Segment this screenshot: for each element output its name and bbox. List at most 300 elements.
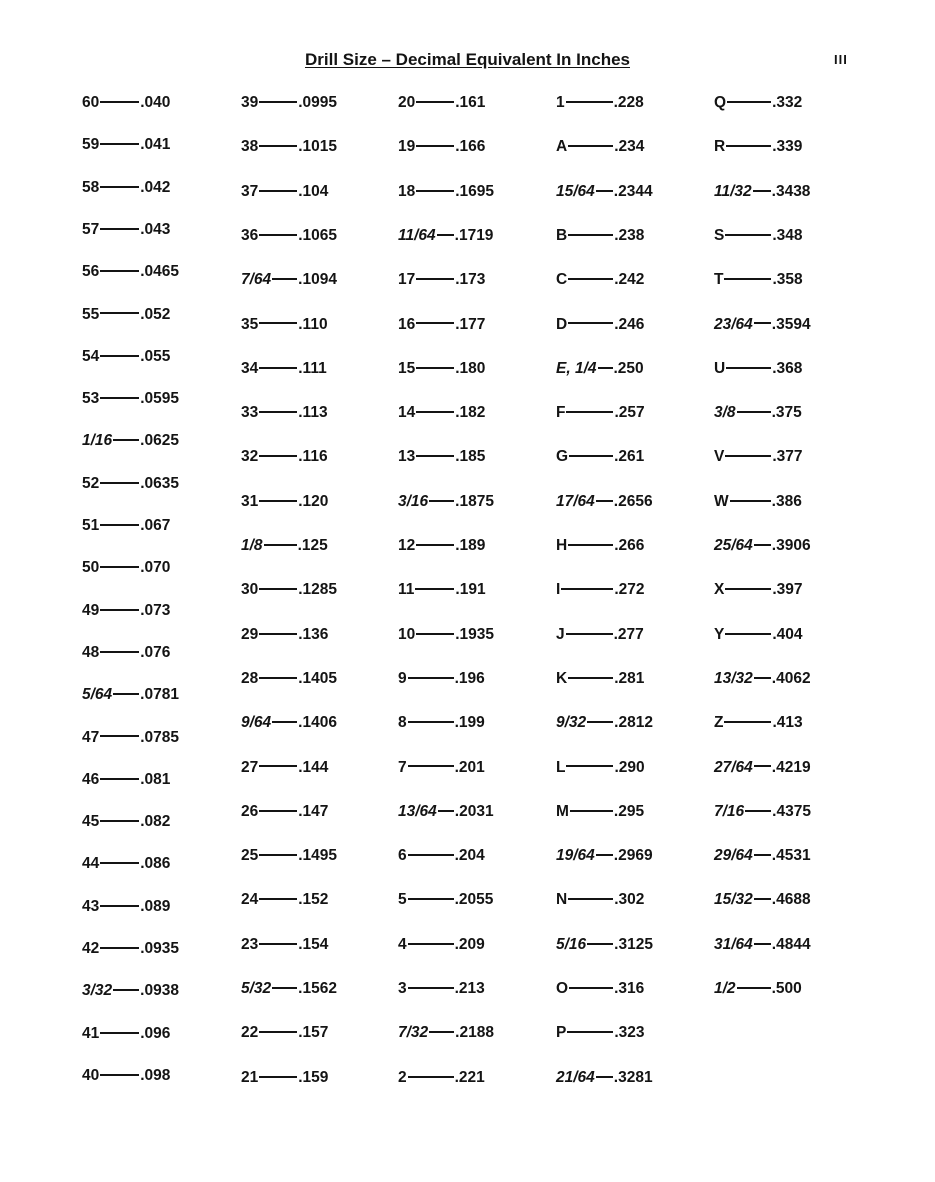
drill-size-label: 6 [398, 847, 407, 865]
decimal-value: .266 [614, 537, 645, 554]
drill-size-entry [714, 759, 811, 777]
drill-size-label: 56 [82, 263, 100, 281]
drill-size-entry [556, 94, 644, 112]
decimal-value: .1406 [298, 714, 337, 732]
drill-size-entry [556, 227, 644, 245]
leader-dash [100, 1074, 139, 1076]
drill-size-entry [82, 221, 170, 239]
decimal-value: .166 [455, 138, 486, 156]
drill-size-entry [82, 94, 170, 112]
drill-size-entry [556, 138, 644, 156]
leader-dash [408, 765, 454, 767]
decimal-value: .332 [772, 94, 803, 111]
leader-dash [259, 500, 297, 502]
drill-size-label: 49 [82, 601, 100, 619]
decimal-value: .055 [140, 347, 171, 365]
drill-size-label: 1 [556, 94, 565, 111]
drill-size-label: 14 [398, 404, 416, 422]
leader-dash [753, 190, 771, 192]
decimal-value: .2969 [613, 847, 653, 865]
drill-size-label: 13 [398, 448, 416, 466]
drill-size-label: 3/16 [398, 492, 429, 510]
drill-size-label: 7/16 [714, 802, 745, 820]
decimal-value: .177 [455, 315, 486, 333]
drill-size-entry [398, 271, 485, 289]
leader-dash [568, 322, 613, 324]
drill-size-label: 11/64 [398, 226, 436, 244]
leader-dash [567, 1031, 613, 1033]
drill-size-entry [398, 404, 485, 422]
leader-dash [259, 898, 297, 900]
leader-dash [259, 943, 297, 945]
drill-size-label: 1/2 [714, 980, 736, 997]
decimal-value: .201 [454, 758, 485, 776]
leader-dash [100, 566, 139, 568]
drill-size-entry [556, 448, 644, 466]
drill-size-entry [82, 306, 170, 324]
drill-size-label: 52 [82, 474, 100, 492]
decimal-value: .4062 [771, 669, 811, 687]
leader-dash [259, 633, 297, 635]
decimal-value: .136 [298, 625, 329, 643]
drill-size-label: 9 [398, 669, 407, 687]
leader-dash [596, 854, 613, 856]
drill-size-label: E, 1/4 [556, 359, 597, 377]
decimal-value: .234 [614, 138, 645, 156]
leader-dash [754, 943, 771, 945]
leader-dash [724, 721, 771, 723]
decimal-value: .111 [298, 359, 327, 377]
drill-size-label: 17 [398, 271, 416, 289]
leader-dash [568, 898, 613, 900]
decimal-value: .104 [298, 182, 329, 200]
drill-size-entry [398, 537, 485, 555]
drill-size-entry [82, 263, 179, 281]
leader-dash [100, 609, 139, 611]
drill-size-entry [82, 771, 170, 789]
leader-dash [416, 322, 454, 324]
drill-size-entry [714, 626, 803, 644]
drill-size-entry [556, 1069, 653, 1087]
drill-size-label: 3/8 [714, 404, 736, 422]
leader-dash [272, 721, 297, 723]
drill-size-entry [714, 670, 811, 688]
decimal-value: .1935 [455, 625, 495, 643]
leader-dash [416, 633, 454, 635]
drill-size-label: 20 [398, 94, 416, 111]
drill-size-label: 11/32 [714, 182, 752, 200]
leader-dash [724, 278, 771, 280]
drill-size-entry [556, 183, 653, 201]
decimal-value: .204 [454, 847, 485, 865]
drill-size-entry [556, 759, 645, 777]
leader-dash [100, 270, 139, 272]
decimal-value: .113 [298, 404, 328, 422]
decimal-value: .189 [455, 537, 486, 554]
decimal-value: .0635 [140, 474, 180, 492]
leader-dash [754, 898, 771, 900]
drill-size-label: 54 [82, 347, 100, 365]
drill-size-label: 19/64 [556, 847, 595, 865]
leader-dash [725, 455, 771, 457]
drill-size-entry [714, 581, 803, 599]
drill-size-entry [241, 1069, 328, 1087]
drill-size-label: 19 [398, 138, 416, 156]
decimal-value: .2812 [614, 714, 653, 732]
leader-dash [259, 854, 297, 856]
drill-size-entry [398, 980, 485, 998]
drill-size-label: 1/16 [82, 432, 113, 450]
drill-size-entry [241, 936, 328, 954]
drill-size-label: A [556, 138, 568, 156]
decimal-value: .377 [772, 448, 803, 466]
drill-size-label: U [714, 359, 726, 377]
decimal-value: .2055 [454, 891, 494, 909]
page-title: Drill Size – Decimal Equivalent In Inches [304, 50, 630, 69]
drill-size-entry [241, 227, 337, 245]
drill-size-entry [556, 360, 644, 378]
drill-size-entry [82, 432, 179, 450]
drill-size-entry [241, 404, 328, 422]
drill-size-label: N [556, 891, 568, 909]
drill-size-entry [398, 714, 485, 732]
drill-size-label: 44 [82, 855, 100, 873]
decimal-value: .3594 [771, 315, 811, 333]
drill-size-entry [556, 271, 644, 289]
drill-size-label: 53 [82, 390, 100, 408]
drill-size-label: 15/32 [714, 891, 753, 909]
drill-size-entry [82, 729, 179, 747]
leader-dash [259, 411, 297, 413]
decimal-value: .147 [298, 802, 329, 820]
drill-size-label: 23 [241, 935, 259, 953]
decimal-value: .040 [140, 94, 171, 111]
drill-size-entry [714, 227, 803, 245]
decimal-value: .199 [454, 714, 485, 732]
decimal-value: .348 [772, 226, 803, 244]
drill-size-label: 51 [82, 517, 100, 534]
leader-dash [569, 987, 613, 989]
decimal-value: .052 [140, 305, 171, 323]
decimal-value: .0625 [140, 432, 179, 450]
drill-size-entry [556, 803, 644, 821]
drill-size-label: 9/64 [241, 714, 272, 732]
decimal-value: .0595 [140, 390, 180, 408]
leader-dash [416, 455, 454, 457]
decimal-value: .375 [771, 404, 802, 422]
decimal-value: .242 [614, 271, 645, 289]
drill-size-label: R [714, 138, 726, 156]
leader-dash [416, 278, 454, 280]
leader-dash [100, 651, 139, 653]
decimal-value: .4844 [771, 935, 811, 953]
drill-size-entry [82, 940, 179, 958]
leader-dash [416, 101, 454, 103]
drill-size-entry [398, 94, 485, 112]
drill-size-label: 32 [241, 448, 259, 466]
decimal-value: .082 [140, 813, 171, 831]
leader-dash [259, 588, 297, 590]
decimal-value: .173 [455, 271, 486, 289]
leader-dash [745, 810, 771, 812]
decimal-value: .073 [140, 601, 171, 619]
drill-size-entry [714, 891, 811, 909]
leader-dash [408, 987, 454, 989]
drill-size-label: P [556, 1024, 567, 1042]
drill-size-label: 11 [398, 581, 415, 599]
drill-size-label: K [556, 669, 568, 687]
drill-size-label: 21 [241, 1068, 259, 1086]
decimal-value: .125 [297, 537, 328, 554]
drill-size-label: 22 [241, 1024, 259, 1042]
drill-size-label: 1/8 [241, 537, 263, 554]
drill-size-label: Y [714, 625, 725, 643]
drill-size-label: 7/32 [398, 1024, 429, 1042]
drill-size-entry [241, 581, 337, 599]
leader-dash [727, 101, 771, 103]
drill-size-label: 16 [398, 315, 416, 333]
drill-size-label: 23/64 [714, 315, 753, 333]
drill-size-label: 35 [241, 315, 259, 333]
decimal-value: .2031 [454, 802, 494, 820]
decimal-value: .295 [613, 802, 645, 820]
drill-size-label: 33 [241, 404, 259, 422]
drill-size-entry [82, 686, 179, 704]
leader-dash [568, 278, 613, 280]
decimal-value: .180 [455, 359, 486, 377]
leader-dash [100, 524, 139, 526]
decimal-value: .246 [614, 315, 645, 333]
leader-dash [259, 1076, 297, 1078]
decimal-value: .3125 [614, 935, 653, 953]
drill-size-entry [398, 1024, 494, 1042]
decimal-value: .228 [613, 94, 644, 111]
leader-dash [568, 544, 613, 546]
decimal-value: .290 [614, 758, 645, 776]
drill-size-entry [398, 891, 493, 909]
decimal-value: .209 [454, 935, 485, 953]
decimal-value: .238 [614, 226, 645, 244]
drill-size-entry [714, 980, 802, 998]
decimal-value: .110 [298, 315, 328, 333]
decimal-value: .1285 [298, 581, 338, 599]
decimal-value: .386 [771, 492, 802, 510]
decimal-value: .1065 [298, 226, 338, 244]
drill-size-entry [82, 390, 179, 408]
leader-dash [100, 143, 139, 145]
decimal-value: .1094 [298, 271, 337, 289]
decimal-value: .272 [614, 581, 645, 599]
leader-dash [264, 544, 297, 546]
drill-size-label: C [556, 271, 568, 289]
drill-size-label: 29 [241, 625, 259, 643]
drill-size-label: O [556, 980, 569, 997]
decimal-value: .1875 [455, 492, 494, 510]
decimal-value: .182 [455, 404, 486, 422]
leader-dash [259, 367, 297, 369]
drill-size-entry [241, 891, 328, 909]
drill-size-label: 18 [398, 182, 416, 200]
drill-size-entry [714, 94, 802, 112]
drill-size-label: 34 [241, 359, 259, 377]
drill-size-entry [398, 1069, 485, 1087]
drill-size-label: 25 [241, 847, 259, 865]
drill-size-entry [241, 1024, 328, 1042]
leader-dash [568, 145, 613, 147]
leader-dash [113, 989, 139, 991]
drill-size-entry [714, 316, 811, 334]
drill-size-entry [398, 847, 485, 865]
drill-size-label: 7/64 [241, 271, 272, 289]
decimal-value: .302 [614, 891, 645, 909]
decimal-value: .0935 [140, 940, 180, 957]
drill-size-entry [82, 898, 170, 916]
decimal-value: .159 [298, 1068, 329, 1086]
drill-size-label: 55 [82, 305, 100, 323]
leader-dash [408, 943, 454, 945]
leader-dash [568, 234, 613, 236]
decimal-value: .154 [298, 935, 329, 953]
drill-size-label: 47 [82, 728, 100, 746]
drill-size-entry [82, 602, 170, 620]
drill-size-entry [82, 644, 170, 662]
drill-size-label: 26 [241, 802, 259, 820]
leader-dash [113, 693, 139, 695]
leader-dash [754, 677, 771, 679]
drill-size-entry [241, 537, 328, 555]
decimal-value: .4688 [771, 891, 811, 909]
drill-size-entry [241, 626, 328, 644]
decimal-value: .281 [614, 669, 645, 687]
drill-size-entry [398, 936, 485, 954]
decimal-value: .144 [298, 758, 329, 776]
drill-size-label: 37 [241, 182, 259, 200]
decimal-value: .500 [771, 980, 802, 997]
leader-dash [100, 947, 139, 949]
drill-size-label: L [556, 758, 566, 776]
leader-dash [100, 862, 139, 864]
drill-size-label: 5/64 [82, 686, 113, 704]
decimal-value: .250 [613, 359, 644, 377]
decimal-value: .339 [772, 138, 803, 156]
drill-size-entry [398, 581, 486, 599]
page-number: III [834, 52, 848, 67]
drill-size-entry [241, 271, 337, 289]
decimal-value: .185 [455, 448, 486, 466]
leader-dash [100, 312, 139, 314]
drill-size-entry [556, 626, 644, 644]
drill-size-entry [556, 670, 644, 688]
drill-size-label: S [714, 226, 725, 244]
drill-size-label: 17/64 [556, 492, 595, 510]
decimal-value: .358 [772, 271, 803, 289]
drill-size-entry [241, 183, 328, 201]
decimal-value: .1719 [454, 226, 494, 244]
leader-dash [754, 544, 771, 546]
leader-dash [259, 1031, 297, 1033]
drill-size-entry [714, 448, 803, 466]
leader-dash [259, 322, 297, 324]
drill-size-label: X [714, 581, 725, 599]
drill-size-entry [398, 626, 494, 644]
leader-dash [587, 721, 613, 723]
drill-size-label: 48 [82, 643, 100, 661]
drill-size-label: 27 [241, 758, 259, 776]
leader-dash [438, 810, 454, 812]
drill-size-label: I [556, 581, 561, 599]
drill-size-label: M [556, 802, 569, 820]
drill-size-label: J [556, 625, 565, 643]
drill-size-label: V [714, 448, 725, 466]
leader-dash [259, 455, 297, 457]
drill-size-label: 42 [82, 940, 100, 957]
drill-size-entry [241, 714, 337, 732]
drill-size-entry [241, 360, 327, 378]
drill-size-entry [398, 227, 493, 245]
decimal-value: .368 [772, 359, 803, 377]
drill-size-entry [82, 475, 179, 493]
leader-dash [272, 987, 297, 989]
drill-size-label: F [556, 404, 566, 422]
drill-size-entry [556, 936, 653, 954]
decimal-value: .1015 [298, 138, 338, 156]
drill-size-label: 43 [82, 897, 100, 915]
leader-dash [429, 1031, 454, 1033]
drill-size-label: 13/32 [714, 669, 753, 687]
leader-dash [737, 987, 771, 989]
drill-size-label: 58 [82, 178, 100, 196]
leader-dash [754, 322, 771, 324]
drill-size-label: 50 [82, 559, 100, 577]
drill-size-entry [714, 404, 802, 422]
decimal-value: .070 [140, 559, 171, 577]
decimal-value: .397 [772, 581, 803, 599]
drill-size-entry [714, 271, 803, 289]
leader-dash [259, 234, 297, 236]
decimal-value: .0785 [140, 728, 180, 746]
leader-dash [726, 367, 771, 369]
decimal-value: .221 [454, 1068, 485, 1086]
drill-size-label: 3 [398, 980, 407, 997]
decimal-value: .161 [455, 94, 486, 111]
drill-size-entry [398, 183, 494, 201]
drill-size-label: 57 [82, 220, 100, 238]
leader-dash [725, 633, 771, 635]
drill-size-entry [556, 1024, 645, 1042]
decimal-value: .042 [140, 178, 171, 196]
decimal-value: .089 [140, 897, 171, 915]
leader-dash [100, 778, 139, 780]
drill-size-entry [398, 448, 485, 466]
drill-size-label: 31 [241, 492, 259, 510]
drill-size-label: T [714, 271, 724, 289]
drill-size-entry [556, 316, 644, 334]
drill-size-entry [398, 670, 485, 688]
drill-size-label: 45 [82, 813, 100, 831]
drill-size-entry [714, 183, 810, 201]
drill-size-label: W [714, 492, 729, 510]
drill-size-label: 28 [241, 669, 259, 687]
decimal-value: .3281 [613, 1068, 653, 1086]
drill-size-entry [241, 980, 337, 998]
leader-dash [569, 455, 613, 457]
leader-dash [596, 190, 613, 192]
leader-dash [437, 234, 454, 236]
drill-size-label: 40 [82, 1066, 100, 1084]
drill-size-label: 27/64 [714, 758, 753, 776]
leader-dash [100, 820, 139, 822]
drill-size-entry [556, 537, 644, 555]
